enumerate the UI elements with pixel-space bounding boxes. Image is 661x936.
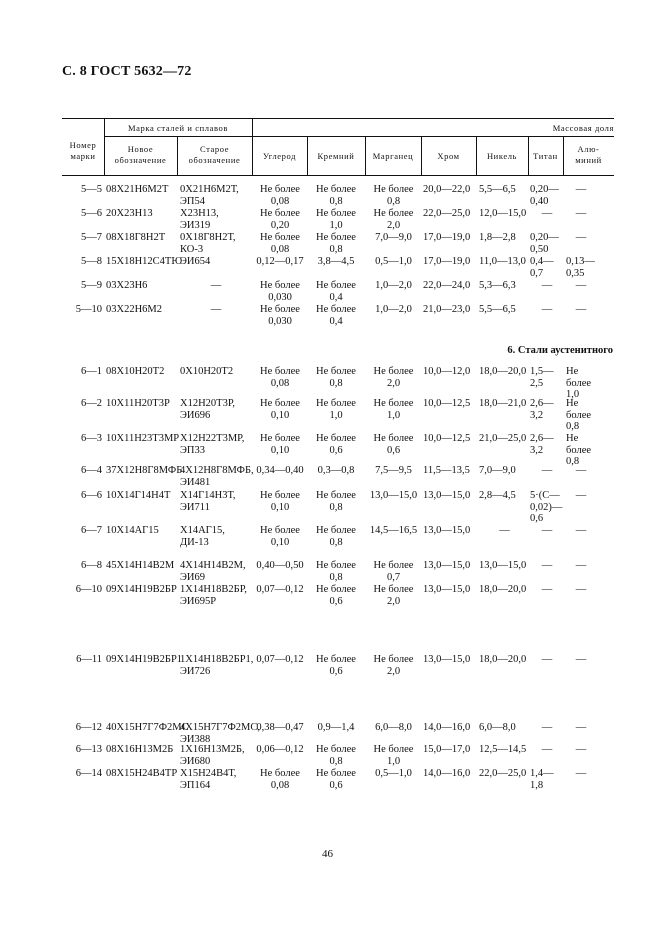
cell-cr: 14,0—16,0 — [423, 722, 471, 733]
cell-ti: 1,5— 2,5 — [530, 366, 554, 389]
cell-al: — — [575, 722, 587, 733]
cell-al: Не более 0,8 — [566, 433, 592, 467]
header-nickel: Никель — [486, 151, 518, 161]
cell-ni: 18,0—20,0 — [479, 654, 527, 665]
cell-si: Не более 0,8 — [316, 232, 356, 255]
cell-new: 15Х18Н12С4ТЮ — [106, 256, 183, 267]
cell-si: Не более 1,0 — [316, 398, 356, 421]
cell-ni: 6,0—8,0 — [479, 722, 516, 733]
cell-num: 6—13 — [75, 744, 102, 755]
cell-cr: 17,0—19,0 — [423, 256, 471, 267]
cell-si: 0,9—1,4 — [317, 722, 355, 733]
cell-old: Х14Г14Н3Т, ЭИ711 — [180, 490, 236, 513]
cell-old: 1Х14Н18В2БР, ЭИ695Р — [180, 584, 247, 607]
cell-ti: — — [541, 304, 553, 315]
cell-al: — — [575, 490, 587, 501]
cell-si: Не более 0,4 — [316, 280, 356, 303]
cell-ni: 11,0—13,0 — [479, 256, 526, 267]
cell-new: 09Х14Н19В2БР1 — [106, 654, 183, 665]
cell-ti: 2,6— 3,2 — [530, 398, 554, 421]
cell-cr: 13,0—15,0 — [423, 490, 471, 501]
header-old-designation: Старое обозначение — [188, 144, 241, 165]
cell-ni: 21,0—25,0 — [479, 433, 527, 444]
cell-c: 0,06—0,12 — [256, 744, 304, 755]
cell-ti: 2,6— 3,2 — [530, 433, 554, 456]
cell-mn: 0,5—1,0 — [375, 768, 412, 779]
cell-ti: — — [541, 584, 553, 595]
cell-si: 3,8—4,5 — [317, 256, 355, 267]
cell-ni: 18,0—20,0 — [479, 366, 527, 377]
cell-num: 6—6 — [81, 490, 102, 501]
cell-mn: 0,5—1,0 — [375, 256, 412, 267]
cell-old: 4Х14Н14В2М, ЭИ69 — [180, 560, 246, 583]
cell-old: 0Х18Г8Н2Т, КО-3 — [180, 232, 236, 255]
col-rule — [252, 118, 253, 176]
cell-ti: — — [541, 560, 553, 571]
cell-ni: 22,0—25,0 — [479, 768, 527, 779]
cell-al: Не более 1,0 — [566, 366, 592, 400]
cell-mn: Не более 0,7 — [373, 560, 414, 583]
cell-ni: 5,3—6,3 — [479, 280, 516, 291]
cell-ti: — — [541, 208, 553, 219]
cell-num: 6—3 — [81, 433, 102, 444]
cell-cr: 13,0—15,0 — [423, 560, 471, 571]
cell-new: 20Х23Н13 — [106, 208, 153, 219]
cell-new: 09Х14Н19В2БР — [106, 584, 177, 595]
cell-ti: — — [541, 722, 553, 733]
cell-old: 1Х16Н13М2Б, ЭИ680 — [180, 744, 245, 767]
cell-c: Не более 0,10 — [260, 490, 300, 513]
header-new-designation: Новое обозначение — [114, 144, 167, 165]
cell-num: 5—10 — [75, 304, 102, 315]
cell-old: ЭИ654 — [180, 256, 211, 267]
cell-ti: — — [541, 280, 553, 291]
cell-old: 0Х10Н20Т2 — [180, 366, 234, 377]
cell-cr: 13,0—15,0 — [423, 654, 471, 665]
cell-al: — — [575, 654, 587, 665]
cell-c: Не более 0,030 — [260, 304, 300, 327]
cell-old: — — [210, 280, 222, 291]
cell-ti: — — [541, 465, 553, 476]
cell-ni: 7,0—9,0 — [479, 465, 516, 476]
cell-c: Не более 0,08 — [260, 184, 300, 207]
cell-al: — — [575, 232, 587, 243]
cell-old: Х12Н22Т3МР, ЭП33 — [180, 433, 245, 456]
cell-new: 45Х14Н14В2М — [106, 560, 175, 571]
page-header: С. 8 ГОСТ 5632—72 — [62, 64, 192, 79]
cell-cr: 10,0—12,5 — [423, 398, 471, 409]
cell-al: Не более 0,8 — [566, 398, 592, 432]
cell-ti: 5·(С— 0,02)— 0,6 — [530, 490, 563, 524]
cell-mn: 14,5—16,5 — [369, 525, 418, 536]
cell-al: — — [575, 280, 587, 291]
header-carbon: Углерод — [262, 151, 297, 161]
cell-si: Не более 0,8 — [316, 560, 356, 583]
cell-si: Не более 0,6 — [316, 584, 356, 607]
cell-num: 6—10 — [75, 584, 102, 595]
cell-mn: 7,5—9,5 — [375, 465, 412, 476]
cell-new: 37Х12Н8Г8МФБ — [106, 465, 183, 476]
cell-ni: — — [499, 525, 510, 536]
cell-ni: 13,0—15,0 — [479, 560, 527, 571]
cell-c: 0,38—0,47 — [256, 722, 304, 733]
header-aluminum: Алю- миний — [575, 144, 602, 165]
cell-si: Не более 0,8 — [316, 525, 356, 548]
cell-c: Не более 0,030 — [260, 280, 300, 303]
cell-al: — — [575, 768, 587, 779]
cell-c: Не более 0,20 — [260, 208, 300, 231]
cell-ni: 1,8—2,8 — [479, 232, 516, 243]
header-silicon: Кремний — [317, 151, 355, 161]
cell-cr: 15,0—17,0 — [423, 744, 471, 755]
cell-al: — — [575, 525, 587, 536]
section-title: 6. Стали аустенитного — [507, 345, 613, 356]
cell-c: 0,12—0,17 — [256, 256, 304, 267]
cell-old: 0Х21Н6М2Т, ЭП54 — [180, 184, 239, 207]
cell-mn: 1,0—2,0 — [375, 304, 412, 315]
cell-new: 10Х14АГ15 — [106, 525, 159, 536]
cell-num: 6—14 — [75, 768, 102, 779]
cell-si: 0,3—0,8 — [317, 465, 355, 476]
cell-c: Не более 0,08 — [260, 768, 300, 791]
cell-al: — — [575, 560, 587, 571]
cell-si: Не более 0,4 — [316, 304, 356, 327]
header-grade-group: Марка сталей и сплавов — [127, 123, 229, 133]
cell-cr: 20,0—22,0 — [423, 184, 471, 195]
cell-mn: Не более 2,0 — [373, 584, 414, 607]
cell-al: — — [575, 744, 587, 755]
cell-new: 08Х16Н13М2Б — [106, 744, 174, 755]
cell-new: 08Х21Н6М2Т — [106, 184, 169, 195]
cell-num: 6—2 — [81, 398, 102, 409]
cell-si: Не более 0,8 — [316, 184, 356, 207]
cell-ti: — — [541, 525, 553, 536]
cell-num: 5—6 — [81, 208, 102, 219]
cell-al: — — [575, 465, 587, 476]
cell-num: 5—5 — [81, 184, 102, 195]
cell-al: 0,13— 0,35 — [566, 256, 595, 279]
table-top-rule — [62, 118, 614, 119]
cell-mn: Не более 2,0 — [373, 208, 414, 231]
cell-cr: 11,5—13,5 — [423, 465, 470, 476]
cell-new: 03Х22Н6М2 — [106, 304, 163, 315]
cell-ni: 18,0—20,0 — [479, 584, 527, 595]
cell-old: Х14АГ15, ДИ-13 — [180, 525, 225, 548]
cell-al: — — [575, 208, 587, 219]
cell-si: Не более 0,8 — [316, 490, 356, 513]
cell-cr: 10,0—12,5 — [423, 433, 471, 444]
cell-num: 6—7 — [81, 525, 102, 536]
cell-c: Не более 0,10 — [260, 525, 300, 548]
cell-mn: Не более 2,0 — [373, 366, 414, 389]
cell-old: Х15Н24В4Т, ЭП164 — [180, 768, 237, 791]
cell-mn: Не более 0,6 — [373, 433, 414, 456]
cell-new: 03Х23Н6 — [106, 280, 148, 291]
cell-new: 10Х11Н23Т3МР — [106, 433, 180, 444]
cell-num: 6—11 — [76, 654, 102, 665]
cell-cr: 22,0—25,0 — [423, 208, 471, 219]
header-titanium: Титан — [533, 151, 558, 161]
cell-si: Не более 0,8 — [316, 366, 356, 389]
cell-old: Х23Н13, ЭИ319 — [180, 208, 219, 231]
cell-ni: 18,0—21,0 — [479, 398, 527, 409]
cell-c: Не более 0,10 — [260, 398, 300, 421]
cell-old: 4Х12Н8Г8МФБ, ЭИ481 — [180, 465, 254, 488]
cell-ni: 5,5—6,5 — [479, 304, 516, 315]
cell-old: — — [210, 304, 222, 315]
cell-mn: 7,0—9,0 — [375, 232, 412, 243]
subheader-rule — [104, 136, 614, 137]
cell-mn: 6,0—8,0 — [375, 722, 412, 733]
cell-ti: 0,20— 0,40 — [530, 184, 559, 207]
cell-num: 6—4 — [81, 465, 102, 476]
cell-new: 08Х10Н20Т2 — [106, 366, 165, 377]
cell-new: 08Х18Г8Н2Т — [106, 232, 166, 243]
cell-num: 6—8 — [81, 560, 102, 571]
cell-cr: 10,0—12,0 — [423, 366, 471, 377]
cell-mn: 1,0—2,0 — [375, 280, 412, 291]
cell-mn: 13,0—15,0 — [369, 490, 418, 501]
cell-c: 0,07—0,12 — [256, 654, 304, 665]
cell-ni: 2,8—4,5 — [479, 490, 516, 501]
cell-ti: — — [541, 744, 553, 755]
cell-c: 0,40—0,50 — [256, 560, 304, 571]
cell-new: 10Х14Г14Н4Т — [106, 490, 171, 501]
cell-new: 40Х15Н7Г7Ф2МС — [106, 722, 189, 733]
cell-num: 6—1 — [81, 366, 102, 377]
cell-mn: Не более 2,0 — [373, 654, 414, 677]
cell-mn: Не более 1,0 — [373, 398, 414, 421]
cell-si: Не более 0,6 — [316, 654, 356, 677]
cell-al: — — [575, 304, 587, 315]
cell-si: Не более 1,0 — [316, 208, 356, 231]
cell-si: Не более 0,6 — [316, 768, 356, 791]
header-chromium: Хром — [437, 151, 460, 161]
cell-c: Не более 0,08 — [260, 232, 300, 255]
cell-al: — — [575, 584, 587, 595]
cell-cr: 17,0—19,0 — [423, 232, 471, 243]
cell-c: 0,07—0,12 — [256, 584, 304, 595]
cell-ni: 12,0—15,0 — [479, 208, 527, 219]
cell-cr: 13,0—15,0 — [423, 525, 471, 536]
cell-al: — — [575, 184, 587, 195]
cell-ni: 5,5—6,5 — [479, 184, 516, 195]
cell-cr: 21,0—23,0 — [423, 304, 471, 315]
cell-cr: 13,0—15,0 — [423, 584, 471, 595]
cell-cr: 14,0—16,0 — [423, 768, 471, 779]
cell-mn: Не более 1,0 — [373, 744, 414, 767]
cell-ti: 0,20— 0,50 — [530, 232, 559, 255]
cell-mn: Не более 0,8 — [373, 184, 414, 207]
cell-cr: 22,0—24,0 — [423, 280, 471, 291]
page-number: 46 — [322, 848, 333, 860]
cell-si: Не более 0,8 — [316, 744, 356, 767]
cell-new: 08Х15Н24В4ТР — [106, 768, 178, 779]
cell-old: 4Х15Н7Г7Ф2МС, ЭИ388 — [180, 722, 260, 745]
cell-ti: 0,4— 0,7 — [530, 256, 554, 279]
cell-num: 5—8 — [81, 256, 102, 267]
header-number: Номер марки — [69, 140, 97, 161]
header-manganese: Марганец — [372, 151, 414, 161]
header-mass-fraction: Массовая доля — [552, 123, 614, 133]
cell-c: Не более 0,08 — [260, 366, 300, 389]
cell-new: 10Х11Н20Т3Р — [106, 398, 170, 409]
cell-num: 6—12 — [75, 722, 102, 733]
cell-old: 1Х14Н18В2БР1, ЭИ726 — [180, 654, 254, 677]
cell-ti: 1,4— 1,8 — [530, 768, 554, 791]
cell-num: 5—7 — [81, 232, 102, 243]
cell-c: 0,34—0,40 — [256, 465, 304, 476]
cell-ni: 12,5—14,5 — [479, 744, 527, 755]
header-bottom-rule — [62, 175, 614, 176]
cell-si: Не более 0,6 — [316, 433, 356, 456]
cell-ti: — — [541, 654, 553, 665]
cell-num: 5—9 — [81, 280, 102, 291]
cell-old: Х12Н20Т3Р, ЭИ696 — [180, 398, 235, 421]
cell-c: Не более 0,10 — [260, 433, 300, 456]
